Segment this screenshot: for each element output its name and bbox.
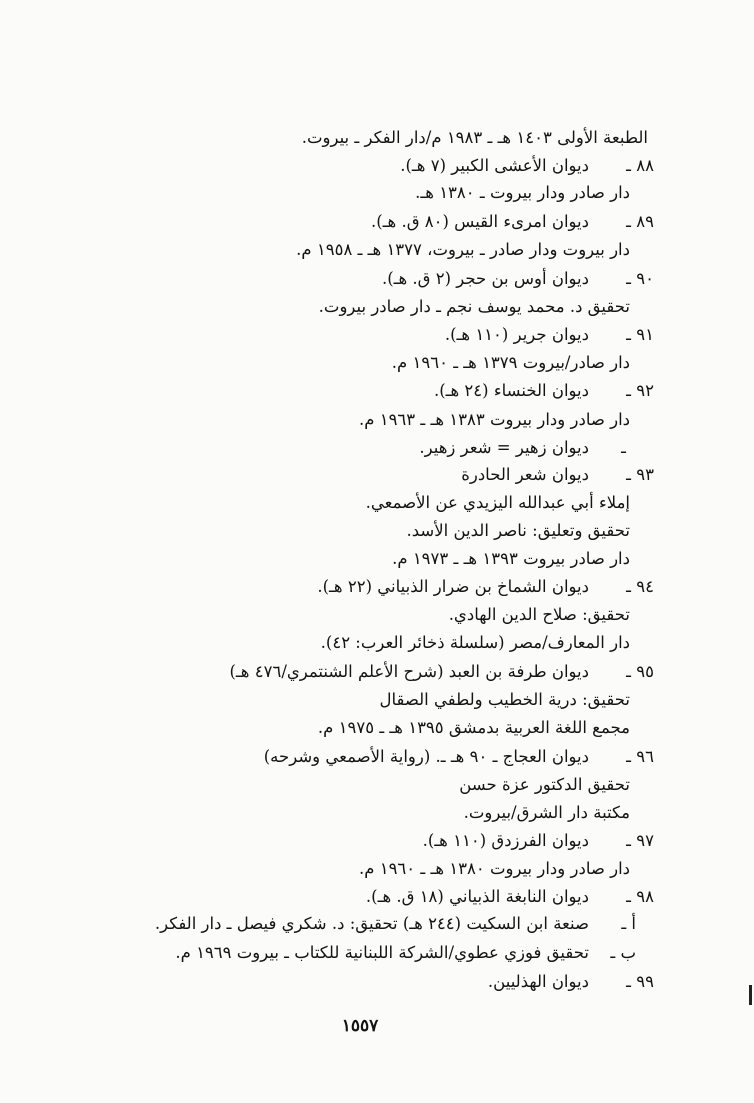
text-line: دار صادر ودار بيروت ١٣٨٣ هـ ـ ١٩٦٣ م. bbox=[358, 410, 630, 429]
entry-number: ٩٥ ـ bbox=[626, 662, 654, 681]
entry-title: ديوان زهير = شعر زهير. bbox=[419, 438, 589, 457]
text-line: تحقيق الدكتور عزة حسن bbox=[459, 775, 630, 794]
entry-title: ديوان أوس بن حجر (٢ ق. هـ). bbox=[381, 269, 589, 288]
entry-number: ٩٢ ـ bbox=[626, 381, 654, 400]
text-line: الطبعة الأولى ١٤٠٣ هـ ـ ١٩٨٣ م/دار الفكر ـ بيروت. bbox=[301, 128, 648, 147]
entry-title: ديوان شعر الحادرة bbox=[461, 465, 589, 484]
entry-title: ديوان العجاج ـ ٩٠ هـ ـ. (رواية الأصمعي وشرحه) bbox=[263, 747, 589, 766]
text-line: تحقيق د. محمد يوسف نجم ـ دار صادر بيروت. bbox=[318, 297, 630, 316]
entry-title: ديوان الهذليين. bbox=[487, 972, 589, 991]
entry-number: ٩٣ ـ bbox=[626, 465, 654, 484]
text-line: دار بيروت ودار صادر ـ بيروت، ١٣٧٧ هـ ـ ١٩٥٨ م. bbox=[296, 240, 630, 259]
scan-edge-mark bbox=[749, 985, 752, 1005]
entry-title: ديوان النابغة الذبياني (١٨ ق. هـ). bbox=[365, 887, 589, 906]
entry-number: ٩٩ ـ bbox=[626, 972, 654, 991]
text-line: دار صادر ودار بيروت ١٣٨٠ هـ ـ ١٩٦٠ م. bbox=[358, 859, 630, 878]
text-line: تحقيق: صلاح الدين الهادي. bbox=[448, 605, 630, 624]
entry-number: ٩٦ ـ bbox=[626, 747, 654, 766]
text-line: مجمع اللغة العربية بدمشق ١٣٩٥ هـ ـ ١٩٧٥ م. bbox=[317, 718, 630, 737]
entry-number: ٩٤ ـ bbox=[626, 577, 654, 596]
entry-number: ٩٨ ـ bbox=[626, 887, 654, 906]
text-line: صنعة ابن السكيت (٢٤٤ هـ) تحقيق: د. شكري فيصل ـ دار الفكر. bbox=[154, 914, 589, 933]
entry-title: ديوان الفرزدق (١١٠ هـ). bbox=[422, 831, 589, 850]
entry-number: ٩٠ ـ bbox=[626, 269, 654, 288]
sub-entry-marker: أ ـ bbox=[621, 914, 636, 933]
entry-dash: ـ bbox=[621, 438, 626, 457]
text-line: دار صادر/بيروت ١٣٧٩ هـ ـ ١٩٦٠ م. bbox=[391, 353, 630, 372]
text-line: دار المعارف/مصر (سلسلة ذخائر العرب: ٤٢). bbox=[320, 633, 630, 652]
text-line: تحقيق وتعليق: ناصر الدين الأسد. bbox=[406, 521, 630, 540]
text-line: تحقيق فوزي عطوي/الشركة اللبنانية للكتاب ـ بيروت ١٩٦٩ م. bbox=[175, 943, 589, 962]
sub-entry-marker: ب ـ bbox=[610, 943, 636, 962]
entry-title: ديوان الشماخ بن ضرار الذبياني (٢٢ هـ). bbox=[317, 577, 589, 596]
entry-title: ديوان طرفة بن العبد (شرح الأعلم الشنتمري/٤٧٦ هـ) bbox=[229, 662, 589, 681]
entry-title: ديوان الخنساء (٢٤ هـ). bbox=[433, 381, 589, 400]
entry-title: ديوان جرير (١١٠ هـ). bbox=[444, 325, 589, 344]
text-line: دار صادر ودار بيروت ـ ١٣٨٠ هـ. bbox=[415, 183, 630, 202]
entry-number: ٩١ ـ bbox=[626, 325, 654, 344]
entry-title: ديوان الأعشى الكبير (٧ هـ). bbox=[400, 156, 589, 175]
entry-number: ٩٧ ـ bbox=[626, 831, 654, 850]
text-line: مكتبة دار الشرق/بيروت. bbox=[463, 803, 630, 822]
entry-title: ديوان امرىء القيس (٨٠ ق. هـ). bbox=[370, 212, 589, 231]
entry-number: ٨٩ ـ bbox=[626, 212, 654, 231]
page-number: ١٥٥٧ bbox=[341, 1016, 379, 1036]
text-line: دار صادر بيروت ١٣٩٣ هـ ـ ١٩٧٣ م. bbox=[392, 549, 630, 568]
text-line: إملاء أبي عبدالله اليزيدي عن الأصمعي. bbox=[365, 493, 630, 512]
entry-number: ٨٨ ـ bbox=[626, 156, 654, 175]
text-line: تحقيق: درية الخطيب ولطفي الصقال bbox=[379, 690, 630, 709]
